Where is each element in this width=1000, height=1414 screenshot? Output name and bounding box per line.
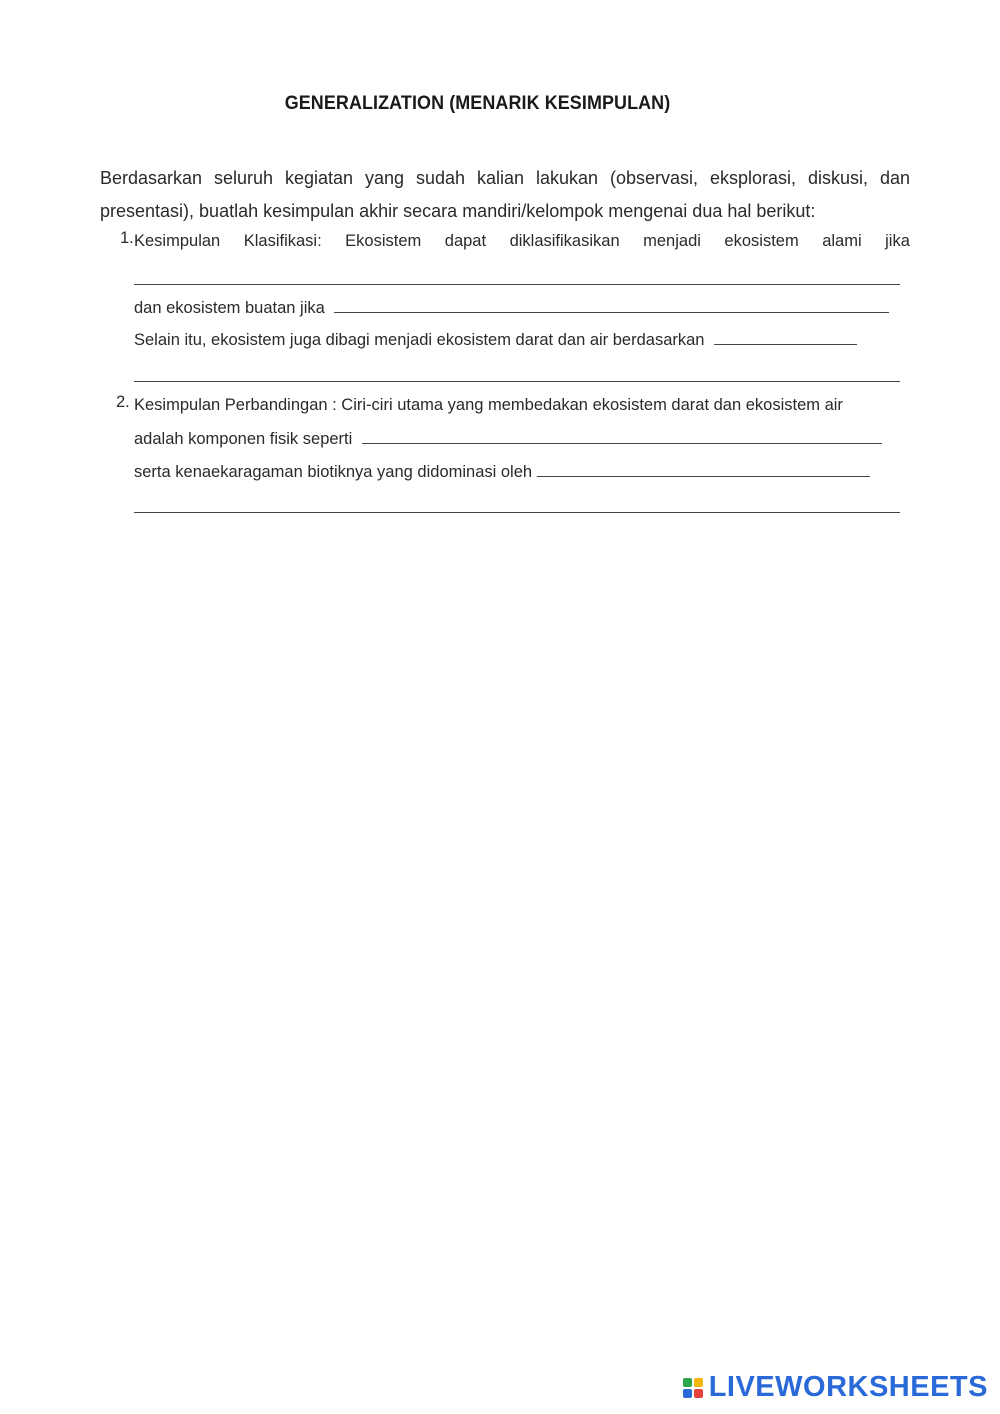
- item-number: 1.: [120, 229, 134, 247]
- intro-paragraph: Berdasarkan seluruh kegiatan yang sudah kalian lakukan (observasi, eksplorasi, diskusi, dan presentasi), buatlah kesimpulan akhir secara mandiri/kelompok mengenai dua hal berikut:: [100, 168, 910, 221]
- word: dapat: [444, 232, 487, 250]
- brand-name: LIVEWORKSHEETS: [708, 1371, 988, 1403]
- item-number: 2.: [116, 393, 130, 411]
- item-2-line-3: [134, 459, 910, 483]
- item-2-line-1: [134, 393, 910, 417]
- answer-blank-1c[interactable]: [714, 327, 857, 345]
- word: Ekosistem: [345, 232, 422, 250]
- word: Kesimpulan: [134, 232, 221, 250]
- word: diklasifikasikan: [509, 232, 620, 250]
- logo-tile: [683, 1378, 692, 1387]
- list-item-1: [120, 229, 910, 389]
- line-label: adalah komponen fisik seperti: [134, 430, 353, 448]
- line-label: dan ekosistem buatan jika: [134, 299, 325, 317]
- logo-tile: [694, 1378, 703, 1387]
- answer-blank-1a[interactable]: [134, 283, 900, 285]
- logo-tile: [683, 1389, 692, 1398]
- worksheet-title: GENERALIZATION (MENARIK KESIMPULAN): [284, 92, 671, 114]
- word: Klasifikasi:: [243, 232, 322, 250]
- word: jika: [885, 232, 910, 250]
- answer-blank-1d[interactable]: [134, 380, 900, 382]
- line-label: serta kenaekaragaman biotiknya yang didominasi oleh: [134, 463, 533, 481]
- word: alami: [822, 232, 862, 250]
- item-1-line-2: [134, 295, 910, 319]
- liveworksheets-logo[interactable]: [683, 1371, 988, 1404]
- logo-mark-icon: [683, 1378, 703, 1398]
- answer-blank-2b[interactable]: [537, 459, 870, 477]
- answer-blank-1b[interactable]: [334, 295, 889, 313]
- word: menjadi: [643, 232, 701, 250]
- line-label: Selain itu, ekosistem juga dibagi menjadi ekosistem darat dan air berdasarkan: [134, 331, 705, 349]
- line-label: Kesimpulan Perbandingan : Ciri-ciri utama yang membedakan ekosistem darat dan ekosistem air: [134, 396, 843, 414]
- item-2-line-2: [134, 426, 910, 450]
- item-1-line-3: [134, 327, 910, 351]
- answer-blank-2a[interactable]: [362, 426, 882, 444]
- answer-blank-2c[interactable]: [134, 511, 900, 513]
- logo-tile: [694, 1389, 703, 1398]
- item-1-line-1: [134, 229, 910, 253]
- word: ekosistem: [724, 232, 799, 250]
- list-item-2: [116, 393, 910, 523]
